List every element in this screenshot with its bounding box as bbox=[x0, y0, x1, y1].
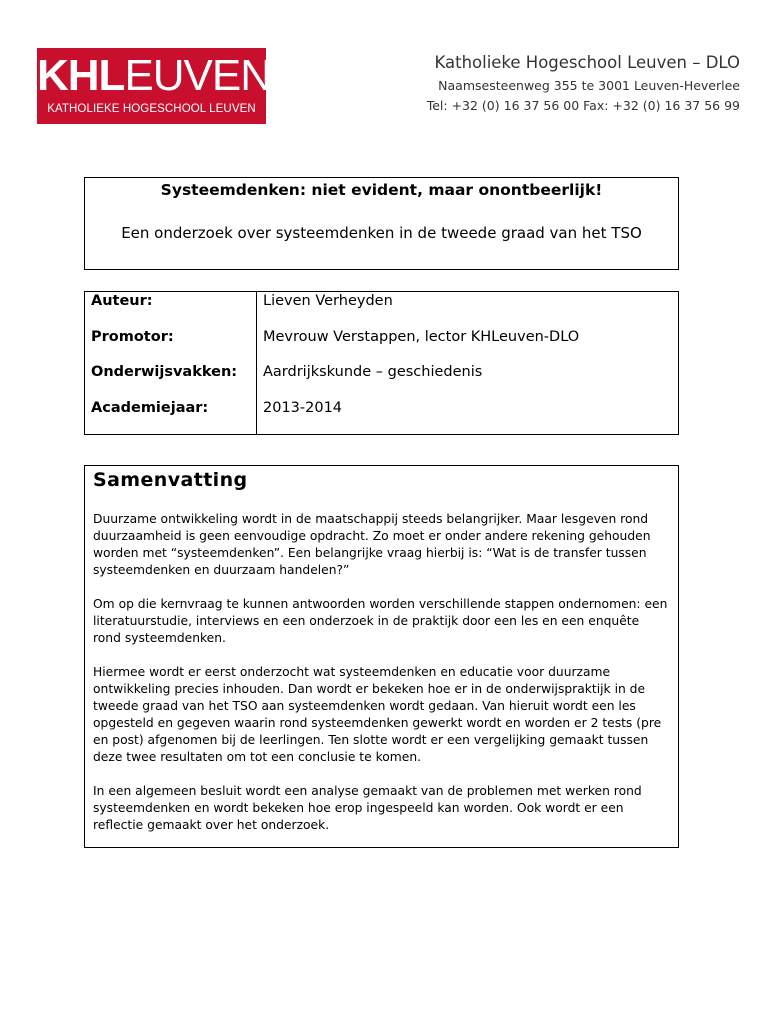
logo-subtitle: KATHOLIEKE HOGESCHOOL LEUVEN bbox=[47, 103, 256, 115]
metadata-labels bbox=[85, 292, 257, 435]
institution-address: Naamsesteenweg 355 te 3001 Leuven-Heverlee bbox=[438, 78, 740, 93]
logo-bold-text: KHL bbox=[37, 51, 125, 100]
document-title: Systeemdenken: niet evident, maar onontbeerlijk! bbox=[160, 181, 603, 199]
value-author: Lieven Verheyden bbox=[263, 293, 393, 309]
value-promotor: Mevrouw Verstappen, lector KHLeuven-DLO bbox=[263, 328, 580, 345]
label-subjects: Onderwijsvakken: bbox=[91, 364, 238, 380]
metadata-table bbox=[84, 291, 679, 435]
summary-paragraph: Om op die kernvraag te kunnen antwoorden worden verschillende stappen ondernomen: een literatuurstudie, interviews en een onderzoek in de praktijk door een les en een enquête rond systeemdenken. bbox=[93, 597, 668, 645]
khleuven-logo bbox=[37, 48, 272, 124]
summary-paragraph: Hiermee wordt er eerst onderzocht wat systeemdenken en educatie voor duurzame ontwikkeling precies inhouden. Dan wordt er bekeken hoe er in de onderwijspraktijk in de tweede graad van het TSO aan systeemdenken wordt gedaan. Van hieruit wordt een les opgesteld en gegeven waarin rond systeemdenken gewerkt wordt en worden er 2 tests (pre en post) afgenomen bij de leerlingen. Ten slotte wordt er een vergelijking gemaakt tussen deze twee resultaten om tot een conclusie te komen. bbox=[93, 665, 662, 764]
institution-name: Katholieke Hogeschool Leuven – DLO bbox=[434, 53, 740, 72]
summary-body bbox=[93, 511, 670, 834]
label-promotor: Promotor: bbox=[91, 328, 174, 345]
summary-box bbox=[84, 465, 679, 848]
logo-light-text: EUVEN bbox=[124, 51, 272, 100]
label-author: Auteur: bbox=[91, 293, 153, 309]
value-academic-year: 2013-2014 bbox=[263, 399, 343, 416]
summary-paragraph: Duurzame ontwikkeling wordt in de maatschappij steeds belangrijker. Maar lesgeven rond duurzaamheid is geen eenvoudige opdracht. Zo moet er onder andere rekening gehouden worden met “systeemdenken”. Een belangrijke vraag hierbij is: “Wat is de transfer tussen systeemdenken en duurzaam handelen?” bbox=[93, 512, 651, 577]
summary-paragraph: In een algemeen besluit wordt een analyse gemaakt van de problemen met werken rond systeemdenken en wordt bekeken hoe erop ingespeeld kan worden. Ook wordt er een reflectie gemaakt over het onderzoek. bbox=[93, 784, 642, 832]
title-box bbox=[84, 177, 679, 270]
institution-header bbox=[427, 52, 740, 116]
label-academic-year: Academiejaar: bbox=[91, 399, 209, 416]
institution-contact: Tel: +32 (0) 16 37 56 00 Fax: +32 (0) 16 37 56 99 bbox=[426, 98, 740, 113]
summary-heading: Samenvatting bbox=[93, 469, 248, 491]
logo-wordmark bbox=[37, 51, 272, 100]
value-subjects: Aardrijkskunde – geschiedenis bbox=[263, 364, 483, 380]
metadata-values bbox=[257, 292, 679, 435]
document-subtitle: Een onderzoek over systeemdenken in de tweede graad van het TSO bbox=[121, 224, 642, 242]
